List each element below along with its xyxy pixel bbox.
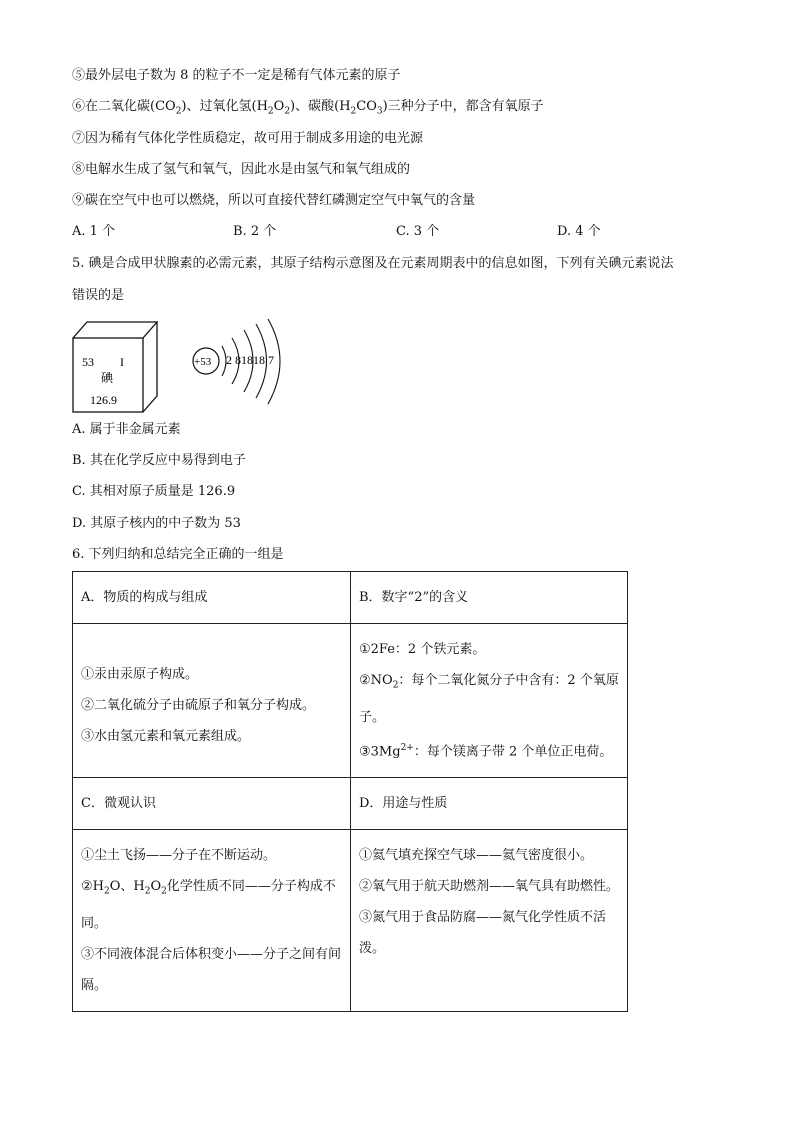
statement-7: ⑦因为稀有气体化学性质稳定，故可用于制成多用途的电光源 (72, 131, 424, 146)
q6-option-a-content (73, 624, 351, 778)
q6-a-item: ②二氧化硫分子由硫原子和氧分子构成。 (81, 698, 316, 713)
q5-option-c[interactable]: C. 其相对原子质量是 126.9 (72, 484, 236, 499)
q6-option-d-title[interactable]: D．用途与性质 (351, 777, 628, 829)
q6-a-item: ③水由氢元素和氧元素组成。 (81, 729, 251, 744)
element-mass: 126.9 (90, 393, 117, 407)
element-number: 53 (82, 355, 94, 369)
q6-option-b-title[interactable]: B．数字“2”的含义 (351, 572, 628, 624)
q5-option-d[interactable]: D. 其原子核内的中子数为 53 (72, 516, 241, 531)
q6-d-item: ②氧气用于航天助燃剂——氧气具有助燃性。 (359, 878, 620, 894)
q6-a-item: ①汞由汞原子构成。 (81, 667, 199, 682)
statement-8: ⑧电解水生成了氢气和氧气，因此水是由氢气和氧气组成的 (72, 162, 411, 177)
element-name: 碘 (101, 371, 114, 385)
q4-option-c[interactable]: C. 3 个 (396, 224, 440, 239)
q6-b-item: $②NO_2$：每个二氧化氮分子中含有：2 个氧原子。 (359, 673, 619, 725)
q6-option-b-content (351, 624, 628, 778)
q6-option-a-title[interactable]: A．物质的构成与组成 (73, 572, 351, 624)
q6-c-item: ①尘土飞扬——分子在不断运动。 (81, 847, 277, 863)
q6-option-c-title[interactable]: C．微观认识 (73, 777, 351, 829)
q6-c-item: $②H_2O$、$H_2O_2$化学性质不同——分子构成不同。 (81, 878, 336, 931)
q6-b-item: $③3Mg^{2+}$：每个镁离子带 2 个单位正电荷。 (359, 742, 613, 759)
q6-d-item: ①氦气填充探空气球——氦气密度很小。 (359, 847, 594, 863)
statement-6: ⑥在二氧化碳$(CO_2)$、过氧化氢$(H_2O_2)$、碳酸$(H_2CO_3)$三种分子中，都含有氧原子 (72, 99, 544, 117)
q4-option-d[interactable]: D. 4 个 (557, 224, 601, 239)
iodine-figure (72, 316, 332, 416)
q5-option-b[interactable]: B. 其在化学反应中易得到电子 (72, 453, 246, 468)
q4-option-b[interactable]: B. 2 个 (233, 224, 277, 239)
q6-c-item: ③不同液体混合后体积变小——分子之间有间隔。 (81, 946, 342, 993)
q6-table (72, 571, 628, 1012)
statement-9: ⑨碳在空气中也可以燃烧，所以可直接代替红磷测定空气中氧气的含量 (72, 193, 476, 208)
nucleus-charge: +53 (194, 356, 212, 368)
q4-option-a[interactable]: A. 1 个 (72, 224, 116, 239)
electron-config: 2 81818 7 (226, 353, 274, 367)
q6-option-d-content (351, 829, 628, 1011)
element-symbol: I (120, 355, 124, 369)
q6-stem: 6. 下列归纳和总结完全正确的一组是 (72, 547, 284, 562)
q5-option-a[interactable]: A. 属于非金属元素 (72, 422, 181, 437)
q5-stem-line2: 错误的是 (72, 288, 125, 303)
q6-b-item: ①2Fe：2 个铁元素。 (359, 642, 486, 657)
q6-d-item: ③氮气用于食品防腐——氮气化学性质不活泼。 (359, 909, 607, 956)
q5-stem-line1: 5. 碘是合成甲状腺素的必需元素，其原子结构示意图及在元素周期表中的信息如图，下列有关碘元素说法 (72, 256, 674, 271)
statement-5: ⑤最外层电子数为 8 的粒子不一定是稀有气体元素的原子 (72, 68, 401, 83)
q6-option-c-content (73, 829, 351, 1011)
